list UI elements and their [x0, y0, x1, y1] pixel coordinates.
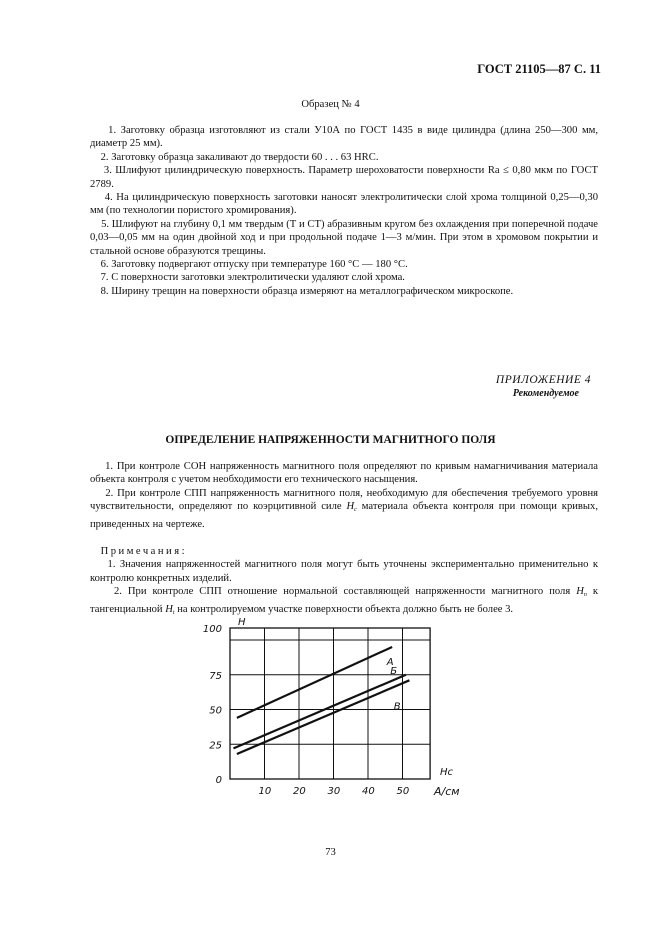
paragraph-text: материала объекта контроля при помощи кривых, приведенных на чертеже. [90, 501, 598, 530]
note-text: 2. При контроле СПП отношение нормальной составляющей напряженности магнитного поля [113, 586, 577, 598]
instruction-text: 1. Заготовку образца изготовляют из стали У10А по ГОСТ 1435 в виде цилиндра (длина 250—300 мм, диаметр 25 мм). [90, 125, 598, 150]
appendix-number: ПРИЛОЖЕНИЕ 4 [495, 374, 591, 386]
note-text: 1. Значения напряженностей магнитного поля могут быть уточнены экспериментально применительно к контролю конкретных изделий. [90, 559, 598, 584]
symbol: H [576, 586, 584, 598]
x-tick-label: 20 [293, 786, 306, 797]
instruction-text: 7. С поверхности заготовки электролитически удаляют слой хрома. [100, 272, 405, 284]
y-tick-label: 100 [202, 624, 222, 635]
chart-ticks [203, 624, 409, 797]
note-text: на контролируемом участке поверхности объекта должно быть не более 3. [174, 603, 514, 615]
instruction-text: 3. Шлифуют цилиндрическую поверхность. Параметр шероховатости поверхности Ra ≤ 0,80 мкм по ГОСТ 2789. [90, 165, 598, 190]
x-tick-label: 10 [258, 786, 272, 797]
instruction-text: 8. Ширину трещин на поверхности образца измеряют на металлографическом микроскопе. [100, 285, 514, 297]
document-reference: ГОСТ 21105—87 С. 11 [477, 62, 601, 76]
instruction-text: 5. Шлифуют на глубину 0,1 мм твердым (Т и СТ) абразивным кругом без охлаждения при поперечной подаче 0,03—0,05 мм на один двойной ход и при продольной подаче 1—3 м/мин. При этом в хромовом покрытии и стальной основе образуются трещины. [90, 218, 599, 257]
subscript: n [583, 592, 587, 599]
symbol: H [346, 501, 355, 513]
notes-title: Примечания: [100, 546, 188, 558]
subscript: t [172, 609, 175, 616]
series-label: В [393, 701, 401, 713]
series-line-2 [233, 675, 406, 749]
instruction-text: 6. Заготовку подвергают отпуску при температуре 160 °С — 180 °С. [100, 259, 408, 271]
instruction-text: 2. Заготовку образца закаливают до твердости 60 . . . 63 HRC. [100, 151, 379, 163]
chart-series [233, 647, 409, 754]
appendix-status: Рекомендуемое [512, 388, 579, 400]
x-axis-label: Hc [440, 767, 454, 778]
y-tick-label: 50 [209, 705, 222, 717]
section-title: ОПРЕДЕЛЕНИЕ НАПРЯЖЕННОСТИ МАГНИТНОГО ПОЛЯ [165, 434, 496, 446]
x-tick-label: 30 [327, 786, 341, 797]
x-tick-label: 40 [362, 786, 375, 797]
y-axis-label: H [238, 617, 246, 628]
note-text: к тангенциальной [90, 586, 598, 615]
series-label: А [386, 657, 394, 669]
y-tick-label: 75 [209, 670, 222, 682]
subscript: c [354, 507, 357, 514]
symbol: H [165, 603, 173, 615]
paragraph-text: 2. При контроле СПП напряженность магнитного поля, необходимую для обеспечения требуемого уровня чувствительности, определяют по коэрцитивной силе [90, 487, 599, 513]
x-axis-unit: А/см [434, 785, 460, 798]
x-tick-label: 50 [396, 786, 410, 797]
instruction-text: 4. На цилиндрическую поверхность заготовки наносят электролитически слой хрома толщиной 0,25—0,30 мм (по технологии пористого хромирования). [90, 192, 599, 217]
sample-title: Образец № 4 [301, 99, 360, 110]
series-line-3 [237, 680, 410, 754]
paragraph-text: 1. При контроле СОН напряженность магнитного поля определяют по кривым намагничивания материала объекта контроля с учетом необходимости его технического насыщения. [90, 461, 599, 486]
y-tick-label: 25 [209, 740, 222, 752]
series-label: Б [390, 665, 398, 677]
series-line-1 [237, 647, 392, 718]
y-tick-label: 0 [215, 775, 222, 786]
page-number: 73 [325, 847, 336, 858]
